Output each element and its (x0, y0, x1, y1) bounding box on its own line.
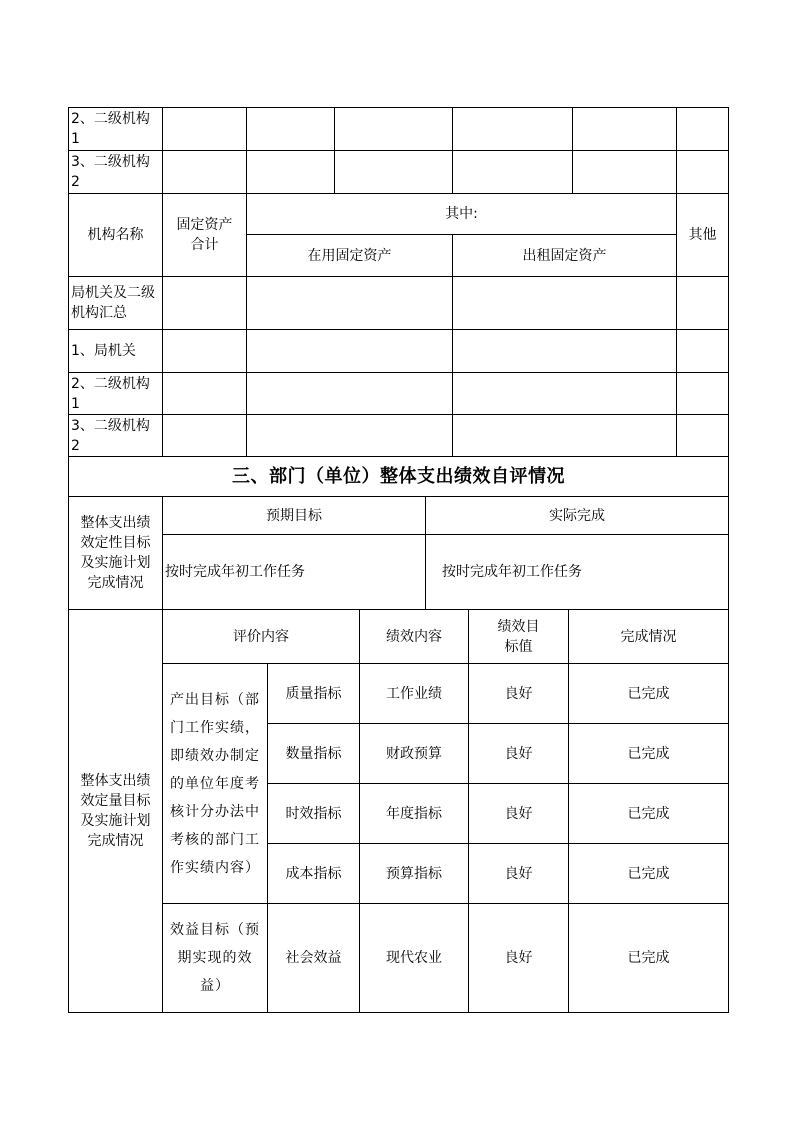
empty-cell (677, 415, 729, 457)
table-header-row (69, 194, 729, 235)
empty-cell (573, 108, 677, 151)
fixed-assets-table (68, 193, 729, 457)
empty-cell (247, 108, 335, 151)
indicator-cell: 时效指标 (268, 784, 360, 844)
rented-header: 出租固定资产 (453, 235, 677, 277)
perf-content-header: 绩效内容 (360, 610, 469, 664)
target-cell: 良好 (469, 724, 569, 784)
status-cell: 已完成 (569, 784, 729, 844)
target-cell: 良好 (469, 664, 569, 724)
empty-cell (163, 330, 247, 373)
table-header-row (69, 610, 729, 664)
fixed-total-header: 固定资产合计 (163, 194, 247, 277)
content-cell: 现代农业 (360, 904, 469, 1013)
indicator-cell: 数量指标 (268, 724, 360, 784)
org-table-top (68, 107, 729, 194)
expected-target-value: 按时完成年初工作任务 (163, 535, 426, 610)
content-cell: 财政预算 (360, 724, 469, 784)
benefit-target-group: 效益目标（预期实现的效益） (163, 904, 268, 1013)
empty-cell (453, 373, 677, 415)
empty-cell (677, 151, 729, 194)
status-cell: 已完成 (569, 904, 729, 1013)
empty-cell (247, 373, 453, 415)
empty-cell (335, 151, 453, 194)
empty-cell (163, 108, 247, 151)
actual-completion-header: 实际完成 (426, 497, 729, 535)
target-cell: 良好 (469, 844, 569, 904)
content-cell: 预算指标 (360, 844, 469, 904)
table-row (69, 415, 729, 457)
table-header-row (69, 497, 729, 535)
empty-cell (163, 151, 247, 194)
completion-header: 完成情况 (569, 610, 729, 664)
table-row (69, 373, 729, 415)
empty-cell (163, 373, 247, 415)
self-evaluation-table (68, 456, 729, 610)
quantitative-label: 整体支出绩效定量目标及实施计划完成情况 (69, 610, 163, 1013)
row-label: 局机关及二级机构汇总 (69, 277, 163, 330)
eval-content-header: 评价内容 (163, 610, 360, 664)
empty-cell (573, 151, 677, 194)
status-cell: 已完成 (569, 664, 729, 724)
indicator-cell: 质量指标 (268, 664, 360, 724)
empty-cell (453, 415, 677, 457)
table-row (69, 904, 729, 1013)
empty-cell (453, 277, 677, 330)
table-row (69, 277, 729, 330)
row-label: 3、二级机构 2 (69, 415, 163, 457)
content-cell: 年度指标 (360, 784, 469, 844)
status-cell: 已完成 (569, 844, 729, 904)
table-row (69, 151, 729, 194)
empty-cell (677, 330, 729, 373)
qualitative-label: 整体支出绩效定性目标及实施计划完成情况 (69, 497, 163, 610)
status-cell: 已完成 (569, 724, 729, 784)
section-title: 三、部门（单位）整体支出绩效自评情况 (69, 457, 729, 497)
table-row (69, 535, 729, 610)
content-cell: 工作业绩 (360, 664, 469, 724)
row-label: 2、二级机构 1 (69, 373, 163, 415)
empty-cell (453, 151, 573, 194)
actual-completion-value: 按时完成年初工作任务 (426, 535, 729, 610)
empty-cell (247, 330, 453, 373)
row-label: 3、二级机构 2 (69, 151, 163, 194)
section-title-row (69, 457, 729, 497)
row-label: 2、二级机构 1 (69, 108, 163, 151)
expected-target-header: 预期目标 (163, 497, 426, 535)
table-row (69, 108, 729, 151)
indicator-cell: 社会效益 (268, 904, 360, 1013)
empty-cell (247, 277, 453, 330)
target-cell: 良好 (469, 784, 569, 844)
output-target-group: 产出目标（部门工作实绩，即绩效办制定的单位年度考核计分办法中考核的部门工作实绩内容） (163, 664, 268, 904)
empty-cell (677, 108, 729, 151)
empty-cell (677, 373, 729, 415)
among-header: 其中: (247, 194, 677, 235)
table-row (69, 664, 729, 724)
empty-cell (677, 277, 729, 330)
indicator-cell: 成本指标 (268, 844, 360, 904)
org-name-header: 机构名称 (69, 194, 163, 277)
empty-cell (247, 415, 453, 457)
in-use-header: 在用固定资产 (247, 235, 453, 277)
row-label: 1、局机关 (69, 330, 163, 373)
other-header: 其他 (677, 194, 729, 277)
empty-cell (247, 151, 335, 194)
empty-cell (163, 277, 247, 330)
empty-cell (335, 108, 453, 151)
perf-target-header: 绩效目标值 (469, 610, 569, 664)
empty-cell (163, 415, 247, 457)
target-cell: 良好 (469, 904, 569, 1013)
empty-cell (453, 108, 573, 151)
quantitative-table (68, 609, 729, 1013)
empty-cell (453, 330, 677, 373)
table-row (69, 330, 729, 373)
